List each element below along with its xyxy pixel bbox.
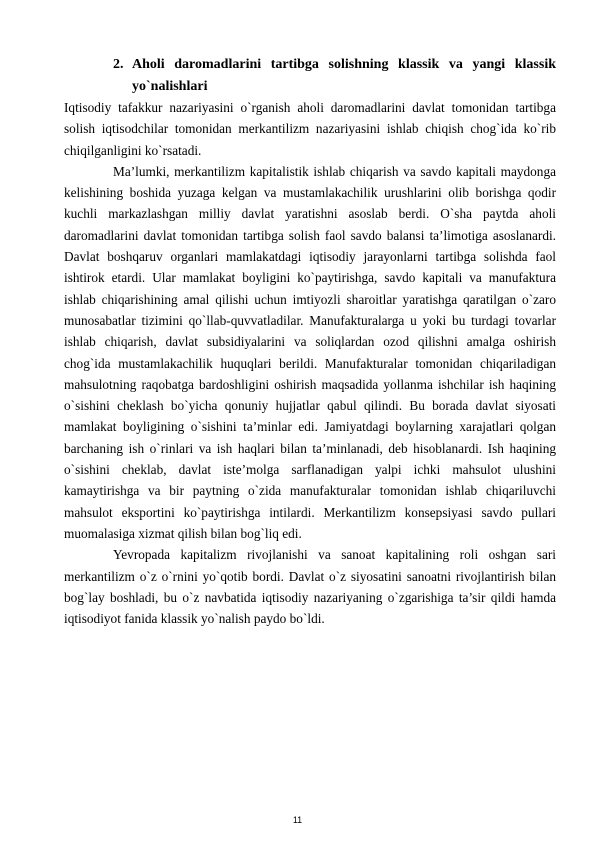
- paragraph-1: [64, 97, 556, 161]
- page-number: 11: [292, 815, 303, 825]
- paragraph-2-text: Ma’lumki, merkantilizm kapitalistik ishlab chiqarish va savdo kapitali maydonga kelishining boshida yuzaga kelgan va mustamlakachilik urushlarini olib borishga qodir kuchli markazlashgan milliy davlat yaratishni asoslab berdi. O`sha paytda aholi daromadlarini davlat tomonidan tartibga solish faol savdo balansi ta’limotiga asoslanardi. Davlat boshqaruv organlari mamlakatdagi iqtisodiy jarayonlarni tartibga solishda faol ishtirok etardi. Ular mamlakat boyligini ko`paytirishga, savdo kapitali va manufaktura ishlab chiqarishining amal qilishi uchun imtiyozli sharoitlar yaratishga qaratilgan o`zaro munosabatlar tizimini qo`llab-quvvatladilar. Manufakturalarga u yoki bu turdagi tovarlar ishlab chiqarish, davlat subsidiyalarini va soliqlardan ozod qilishni amalga oshirish chog`ida mustamlakachilik huquqlari berildi. Manufakturalar tomonidan chiqariladigan mahsulotning raqobatga bardoshligini oshirish maqsadida yollanma ishchilar ish haqining o`sishini cheklash bo`yicha qonuniy hujjatlar qabul qilindi. Bu borada davlat siyosati mamlakat boyligining o`sishini ta’minlar edi. Jamiyatdagi boylarning xarajatlari qolgan barchaning ish o`rinlari va ish haqlari bilan ta’minlanadi, deb hisoblanardi. Ish haqining o`sishini cheklab, davlat iste’molga sarflanadigan yalpi ichki mahsulot ulushini kamaytirishga va bir paytning o`zida manufakturalar tomonidan ishlab chiqariluvchi mahsulot eksportini ko`paytirishga intilardi. Merkantilizm konsepsiyasi savdo pullari muomalasiga xizmat qilish bilan bog`liq edi.: [64, 163, 556, 541]
- section-title: Aholi daromadlarini tartibga solishning klassik va yangi klassik yo`nalishlari: [132, 57, 556, 94]
- paragraph-3-text: Yevropada kapitalizm rivojlanishi va sanoat kapitalining roli oshgan sari merkantilizm o`z o`rnini yo`qotib bordi. Davlat o`z siyosatini sanoatni rivojlantirish bilan bog`lay boshladi, bu o`z navbatida iqtisodiy nazariyaning o`zgarishiga ta’sir qildi hamda iqtisodiyot fanida klassik yo`nalish paydo bo`ldi.: [64, 547, 556, 627]
- section-heading: [64, 54, 556, 97]
- paragraph-3: [64, 544, 556, 629]
- paragraph-2: [64, 161, 556, 544]
- section-number: 2.: [113, 57, 124, 72]
- document-page: [64, 54, 556, 629]
- paragraph-1-text: Iqtisodiy tafakkur nazariyasini o`rganish aholi daromadlarini davlat tomonidan tartibga solish iqtisodchilar tomonidan merkantilizm nazariyasini ishlab chiqish chog`ida ko`rib chiqilganligini ko`rsatadi.: [64, 100, 556, 158]
